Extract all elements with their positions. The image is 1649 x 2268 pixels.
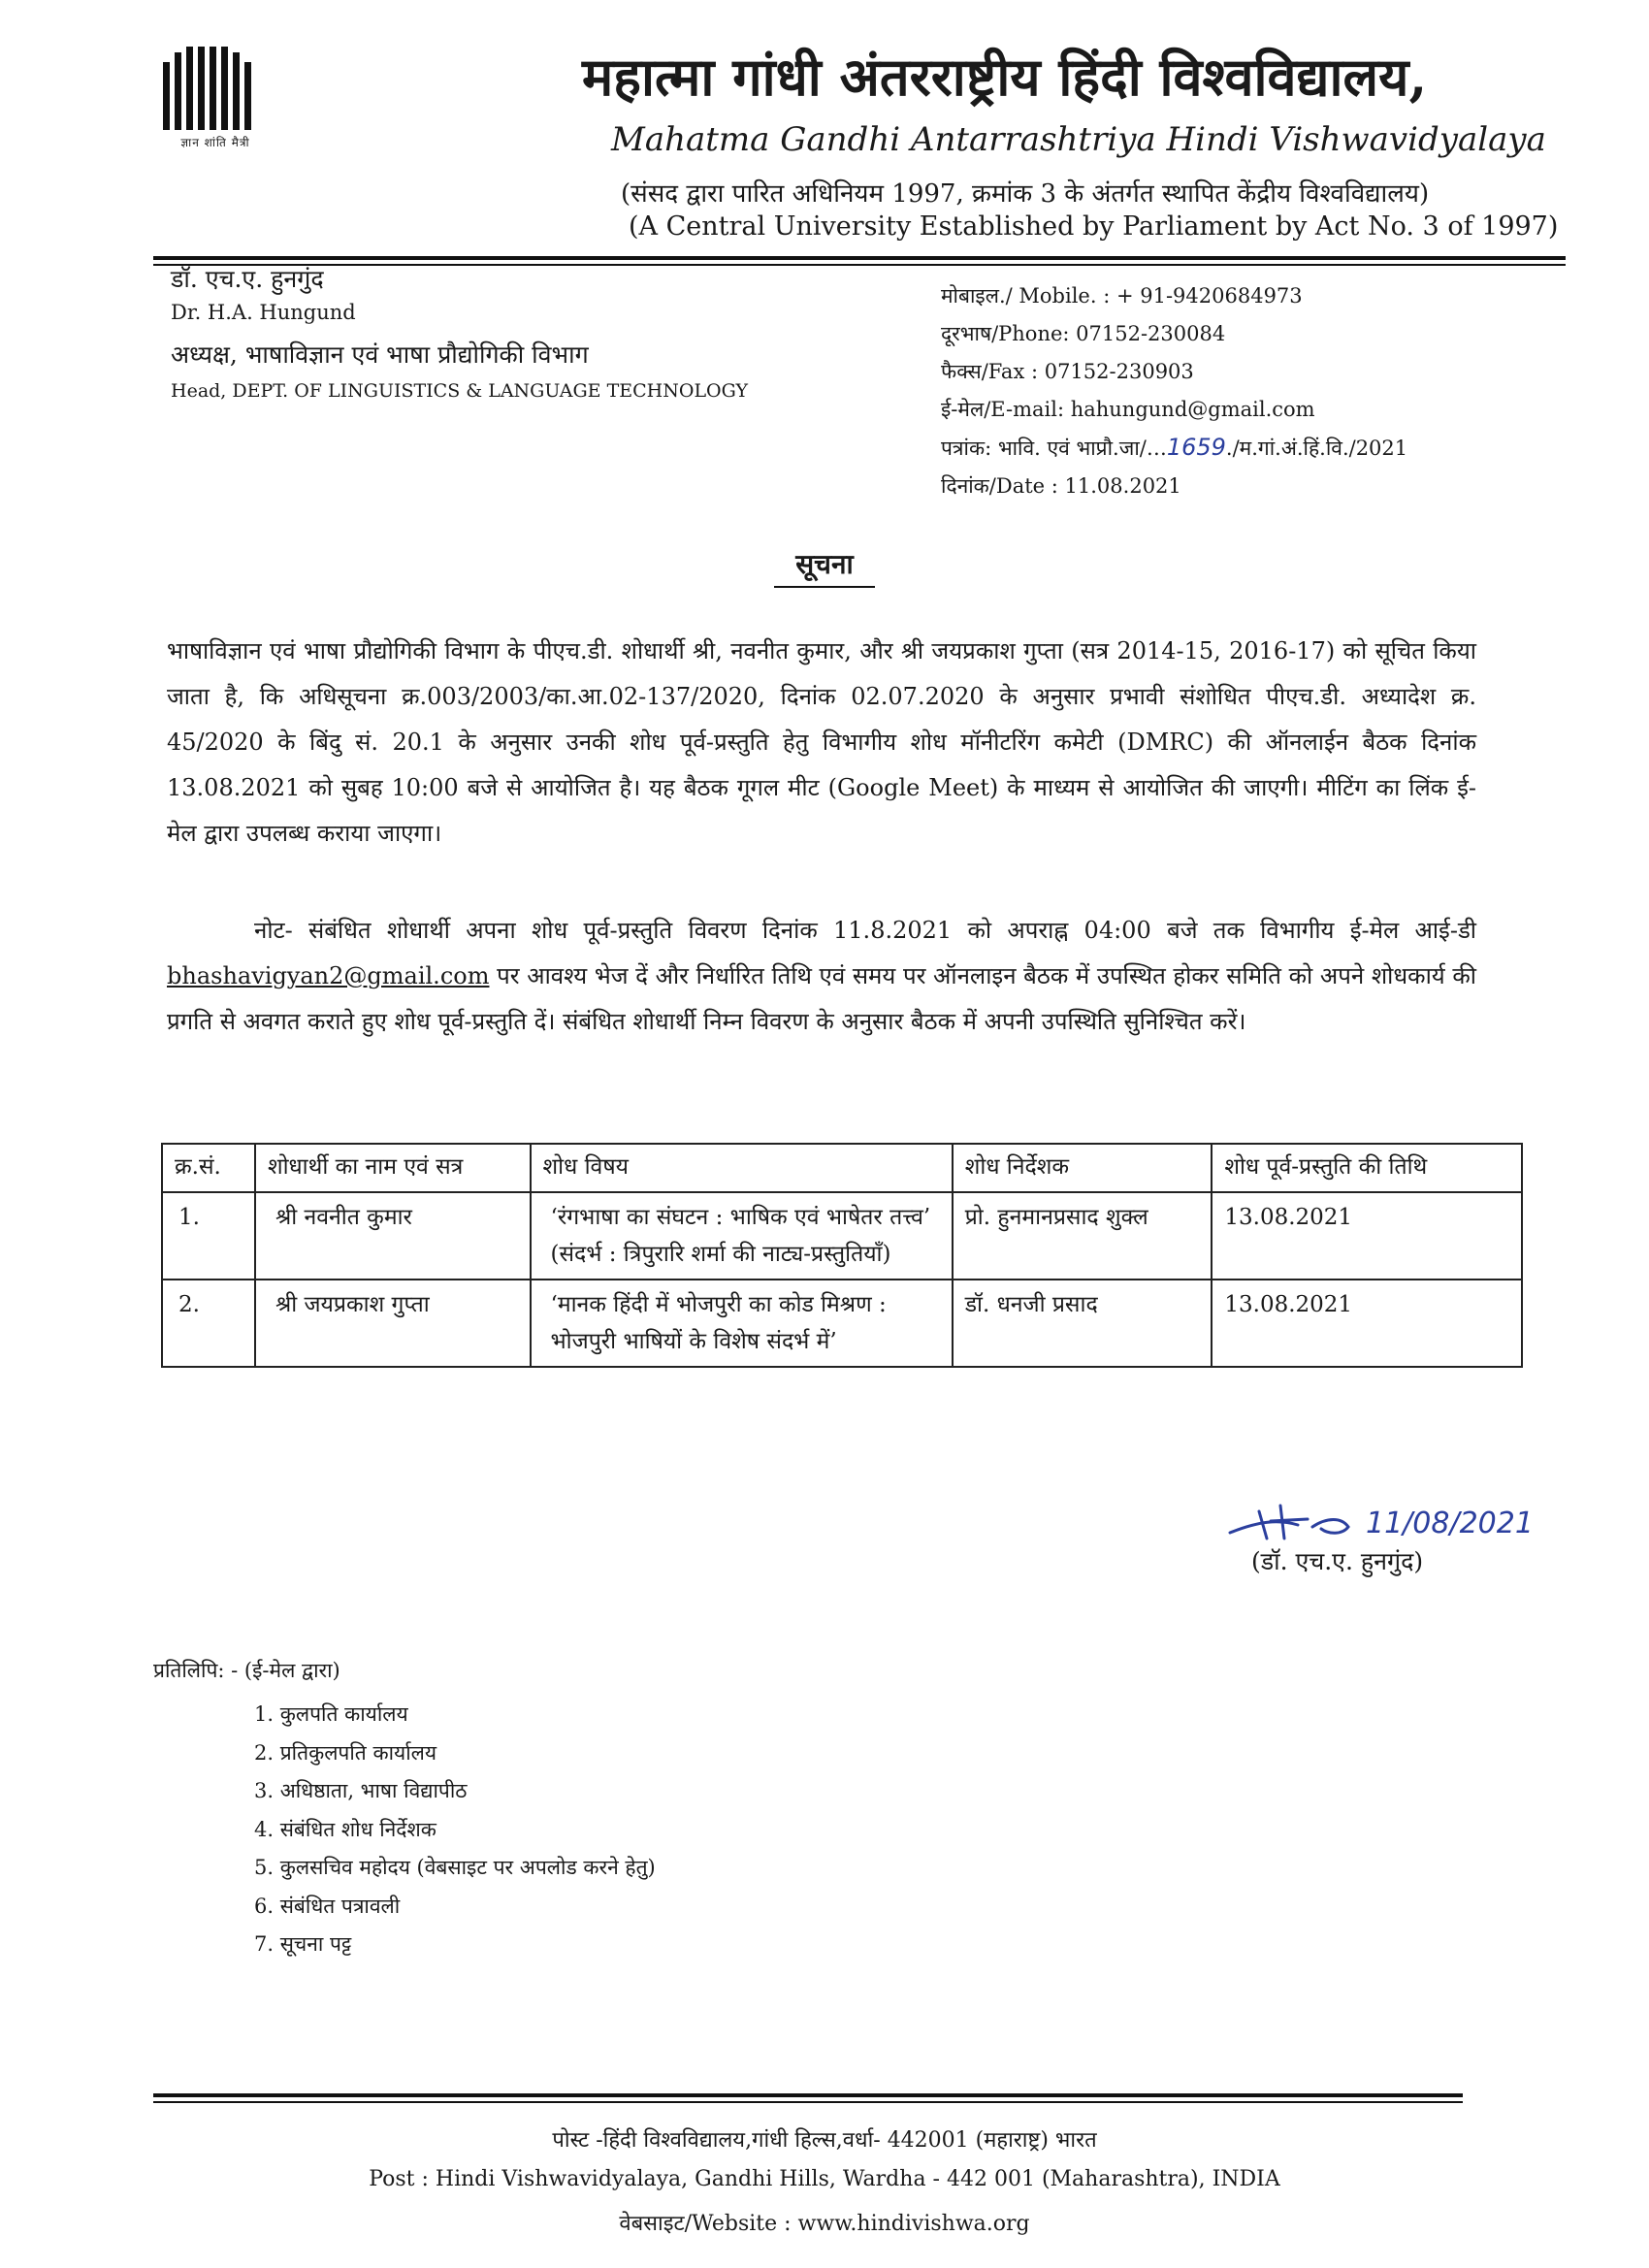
- signature-date: 11/08/2021: [1366, 1507, 1534, 1540]
- footer-divider: [153, 2093, 1463, 2097]
- handwritten-signature: [1220, 1492, 1569, 1550]
- notice-paragraph-2: [167, 908, 1476, 1045]
- header-divider-thin: [153, 264, 1566, 266]
- sender-name-hindi: डॉ. एच.ए. हुनगुंद: [171, 265, 324, 293]
- header-supervisor: शोध निर्देशक: [953, 1144, 1212, 1192]
- footer-address-hindi: पोस्ट -हिंदी विश्वविद्यालय,गांधी हिल्स,वर्धा- 442001 (महाराष्ट्र) भारत: [552, 2128, 1097, 2153]
- logo-motto: ज्ञान शांति मैत्री: [180, 136, 250, 149]
- list-item: 5. कुलसचिव महोदय (वेबसाइट पर अपलोड करने हेतु): [254, 1856, 656, 1879]
- header-scholar-name: शोधार्थी का नाम एवं सत्र: [255, 1144, 531, 1192]
- row-scholar-name: श्री जयप्रकाश गुप्ता: [255, 1280, 531, 1367]
- university-subtitle-english: (A Central University Established by Parliament by Act No. 3 of 1997): [629, 211, 1559, 242]
- reference-suffix: ./म.गां.अं.हिं.वि./2021: [1225, 437, 1408, 460]
- reference-prefix: पत्रांक: भावि. एवं भाप्रौ.जा/…: [941, 437, 1167, 460]
- header-serial: क्र.सं.: [162, 1144, 255, 1192]
- list-item: 6. संबंधित पत्रावली: [254, 1894, 401, 1918]
- letter-date: दिनांक/Date : 11.08.2021: [941, 474, 1181, 498]
- list-item: 1. कुलपति कार्यालय: [254, 1702, 408, 1726]
- list-item: 2. प्रतिकुलपति कार्यालय: [254, 1740, 437, 1765]
- notice-heading: [0, 545, 1649, 582]
- university-name-english: Mahatma Gandhi Antarrashtriya Hindi Vishwavidyalaya: [611, 120, 1546, 159]
- contact-mobile: मोबाइल./ Mobile. : + 91-9420684973: [941, 284, 1303, 308]
- notice-paragraph-1: भाषाविज्ञान एवं भाषा प्रौद्योगिकी विभाग के पीएच.डी. शोधार्थी श्री, नवनीत कुमार, और श्री जयप्रकाश गुप्ता (सत्र 2014-15, 2016-17) को सूचित किया जाता है, कि अधिसूचना क्र.003/2003/का.आ.02-137/2020, दिनांक 02.07.2020 के अनुसार प्रभावी संशोधित पीएच.डी. अध्यादेश क्र. 45/2020 के बिंदु सं. 20.1 के अनुसार उनकी शोध पूर्व-प्रस्तुति हेतु विभागीय शोध मॉनीटरिंग कमेटी (DMRC) की ऑनलाईन बैठक दिनांक 13.08.2021 को सुबह 10:00 बजे से आयोजित है। यह बैठक गूगल मीट (Google Meet) के माध्यम से आयोजित की जाएगी। मीटिंग का लिंक ई-मेल द्वारा उपलब्ध कराया जाएगा।: [167, 637, 1476, 847]
- footer-website: वेबसाइट/Website : www.hindivishwa.org: [619, 2212, 1030, 2236]
- department-email-link[interactable]: bhashavigyan2@gmail.com: [167, 962, 490, 989]
- paragraph-2-before: नोट- संबंधित शोधार्थी अपना शोध पूर्व-प्रस्तुति विवरण दिनांक 11.8.2021 को अपराह्न 04:00 बजे तक विभागीय ई-मेल आई-डी: [254, 917, 1476, 944]
- footer-divider-thin: [153, 2101, 1463, 2103]
- contact-fax: फैक्स/Fax : 07152-230903: [941, 360, 1194, 383]
- university-subtitle-hindi: (संसद द्वारा पारित अधिनियम 1997, क्रमांक 3 के अंतर्गत स्थापित केंद्रीय विश्वविद्यालय): [621, 179, 1430, 209]
- university-logo: [163, 47, 268, 161]
- footer-address-english: Post : Hindi Vishwavidyalaya, Gandhi Hills, Wardha - 442 001 (Maharashtra), INDIA: [369, 2167, 1280, 2191]
- reference-number: [941, 429, 1407, 468]
- row-serial: 2.: [162, 1280, 255, 1367]
- university-name-hindi: महात्मा गांधी अंतरराष्ट्रीय हिंदी विश्वविद्यालय,: [582, 46, 1428, 108]
- row-serial: 1.: [162, 1192, 255, 1280]
- table-header-row: [162, 1144, 1522, 1192]
- sender-title-hindi: अध्यक्ष, भाषाविज्ञान एवं भाषा प्रौद्योगिकी विभाग: [171, 340, 589, 369]
- row-supervisor: प्रो. हुनमानप्रसाद शुक्ल: [953, 1192, 1212, 1280]
- row-supervisor: डॉ. धनजी प्रसाद: [953, 1280, 1212, 1367]
- header-research-topic: शोध विषय: [531, 1144, 953, 1192]
- reference-handwritten-number: 1659: [1166, 434, 1226, 461]
- row-scholar-name: श्री नवनीत कुमार: [255, 1192, 531, 1280]
- row-research-topic: ‘रंगभाषा का संघटन : भाषिक एवं भाषेतर तत्त्व’ (संदर्भ : त्रिपुरारि शर्मा की नाट्य-प्रस्तुतियाँ): [531, 1192, 953, 1280]
- contact-phone: दूरभाष/Phone: 07152-230084: [941, 322, 1226, 345]
- row-research-topic: ‘मानक हिंदी में भोजपुरी का कोड मिश्रण : भोजपुरी भाषियों के विशेष संदर्भ में’: [531, 1280, 953, 1367]
- table-row: [162, 1192, 1522, 1280]
- row-presubmission-date: 13.08.2021: [1212, 1192, 1522, 1280]
- schedule-table: [161, 1143, 1523, 1368]
- table-row: [162, 1280, 1522, 1367]
- sender-title-english: Head, DEPT. OF LINGUISTICS & LANGUAGE TECHNOLOGY: [171, 380, 749, 402]
- copy-to-list: [254, 1696, 656, 1964]
- logo-emblem: [163, 47, 268, 130]
- paragraph-2-after: पर आवश्य भेज दें और निर्धारित तिथि एवं समय पर ऑनलाइन बैठक में उपस्थित होकर समिति को अपने शोधकार्य की प्रगति से अवगत कराते हुए शोध पूर्व-प्रस्तुति दें। संबंधित शोधार्थी निम्न विवरण के अनुसार बैठक में अपनी उपस्थिति सुनिश्चित करें।: [167, 962, 1476, 1035]
- header-divider: [153, 256, 1566, 260]
- list-item: 3. अधिष्ठाता, भाषा विद्यापीठ: [254, 1779, 468, 1802]
- notice-heading-text: सूचना: [774, 548, 875, 588]
- row-presubmission-date: 13.08.2021: [1212, 1280, 1522, 1367]
- contact-block: [941, 277, 1407, 505]
- sender-name-english: Dr. H.A. Hungund: [171, 301, 356, 324]
- copy-to-heading: प्रतिलिपि: - (ई-मेल द्वारा): [153, 1659, 340, 1682]
- header-presubmission-date: शोध पूर्व-प्रस्तुति की तिथि: [1212, 1144, 1522, 1192]
- list-item: 7. सूचना पट्ट: [254, 1932, 352, 1956]
- signatory-name: (डॉ. एच.ए. हुनगुंद): [1251, 1547, 1424, 1575]
- contact-email: ई-मेल/E-mail: hahungund@gmail.com: [941, 398, 1315, 421]
- list-item: 4. संबंधित शोध निर्देशक: [254, 1817, 436, 1841]
